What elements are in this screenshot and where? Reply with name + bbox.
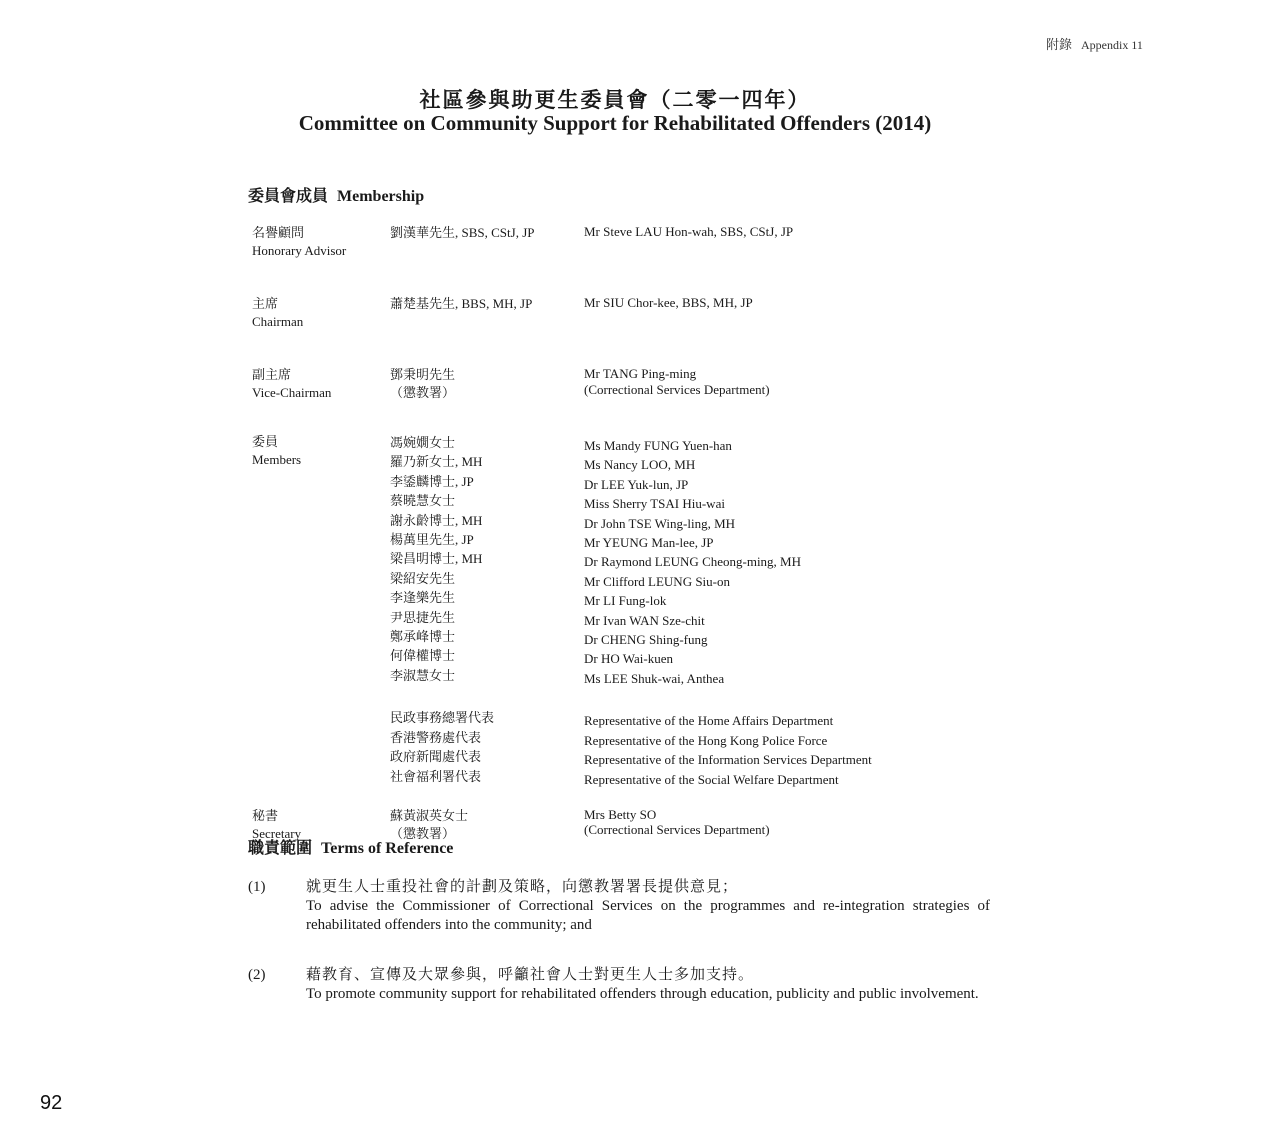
membership-heading bbox=[248, 183, 424, 206]
page-title-en: Committee on Community Support for Rehabilitated Offenders (2014) bbox=[298, 111, 932, 135]
representative-zh: 民政事務總署代表 bbox=[390, 710, 495, 726]
role-en: Honorary Advisor bbox=[252, 243, 347, 258]
page-number: 92 bbox=[40, 1092, 63, 1114]
members-en-list bbox=[584, 433, 1024, 688]
role-zh: 主席 bbox=[252, 296, 279, 311]
name-zh-cell bbox=[390, 224, 584, 260]
member-name-zh: 梁紹安先生 bbox=[390, 570, 456, 586]
member-name-en: Mr Ivan WAN Sze-chit bbox=[584, 612, 705, 628]
member-name-zh: 羅乃新女士, MH bbox=[390, 454, 483, 470]
members-zh-list bbox=[390, 433, 584, 688]
appendix-label bbox=[1046, 34, 1143, 53]
role-cell bbox=[252, 295, 390, 331]
term-item bbox=[248, 878, 990, 934]
honorary-advisor-row bbox=[252, 224, 1052, 260]
term-text-en: To advise the Commissioner of Correctional Services on the programmes and re-integration strategies of rehabilitated offenders into the community; and bbox=[306, 898, 990, 933]
member-name-zh: 馮婉嫺女士 bbox=[390, 435, 456, 450]
term-text-en: To promote community support for rehabilitated offenders through education, publicity and public involvement. bbox=[306, 986, 979, 1002]
name-zh: 劉漢華先生, SBS, CStJ, JP bbox=[390, 225, 535, 240]
member-name-zh: 何偉權博士 bbox=[390, 648, 456, 664]
member-name-en: Dr CHENG Shing-fung bbox=[584, 632, 708, 648]
member-name-zh: 李淑慧女士 bbox=[390, 667, 456, 683]
name-zh: 蘇黃淑英女士 bbox=[390, 807, 469, 823]
role-en: Secretary bbox=[252, 825, 302, 841]
name-en: Mr TANG Ping-ming bbox=[584, 366, 697, 381]
name-en-cell bbox=[584, 807, 1024, 843]
name-en: Mr Steve LAU Hon-wah, SBS, CStJ, JP bbox=[584, 224, 794, 239]
term-number: (1) bbox=[248, 879, 266, 895]
dept-zh: （懲教署） bbox=[390, 385, 456, 400]
member-name-zh: 李鋈麟博士, JP bbox=[390, 473, 474, 489]
member-name-zh: 李逢樂先生 bbox=[390, 590, 456, 606]
role-cell bbox=[252, 433, 390, 688]
dept-zh: （懲教署） bbox=[390, 825, 456, 841]
representative-en: Representative of the Hong Kong Police Force bbox=[584, 732, 828, 748]
member-name-en: Ms Nancy LOO, MH bbox=[584, 457, 696, 473]
terms-heading-zh: 職責範圍 bbox=[248, 840, 313, 857]
name-en: Mrs Betty SO bbox=[584, 806, 657, 822]
member-name-en: Dr LEE Yuk-lun, JP bbox=[584, 476, 689, 492]
dept-en: (Correctional Services Department) bbox=[584, 822, 770, 838]
representative-en: Representative of the Social Welfare Department bbox=[584, 771, 839, 787]
representative-zh: 香港警務處代表 bbox=[390, 729, 482, 745]
name-zh: 蕭楚基先生, BBS, MH, JP bbox=[390, 296, 533, 311]
appendix-label-en: Appendix 11 bbox=[1081, 38, 1143, 52]
representatives-row bbox=[252, 708, 1052, 789]
member-name-en: Dr John TSE Wing-ling, MH bbox=[584, 515, 736, 531]
name-en-cell bbox=[584, 295, 1024, 331]
name-en-cell bbox=[584, 224, 1024, 260]
membership-list bbox=[252, 224, 1052, 843]
appendix-label-zh: 附錄 bbox=[1046, 37, 1073, 52]
representatives-zh-list bbox=[390, 708, 584, 789]
member-name-zh: 鄭承峰博士 bbox=[390, 629, 456, 645]
role-zh: 委員 bbox=[252, 434, 279, 449]
terms-of-reference-list bbox=[248, 878, 990, 1004]
member-name-zh: 梁昌明博士, MH bbox=[390, 551, 483, 567]
member-name-en: Miss Sherry TSAI Hiu-wai bbox=[584, 496, 725, 512]
representative-en: Representative of the Home Affairs Department bbox=[584, 713, 834, 729]
role-zh: 秘書 bbox=[252, 807, 279, 823]
term-body bbox=[306, 878, 990, 934]
terms-heading-en: Terms of Reference bbox=[321, 840, 454, 857]
member-name-zh: 楊萬里先生, JP bbox=[390, 532, 474, 548]
role-cell-empty bbox=[252, 708, 390, 789]
chairman-row bbox=[252, 295, 1052, 331]
representatives-en-list bbox=[584, 708, 1024, 789]
member-name-zh: 謝永齡博士, MH bbox=[390, 512, 483, 528]
membership-heading-en: Membership bbox=[337, 188, 425, 205]
dept-en: (Correctional Services Department) bbox=[584, 381, 770, 397]
role-en: Vice-Chairman bbox=[252, 385, 332, 400]
representative-en: Representative of the Information Services Department bbox=[584, 752, 872, 768]
term-item bbox=[248, 966, 990, 1004]
role-cell bbox=[252, 366, 390, 402]
term-body bbox=[306, 966, 990, 1004]
member-name-en: Dr Raymond LEUNG Cheong-ming, MH bbox=[584, 554, 802, 570]
member-name-zh: 蔡曉慧女士 bbox=[390, 493, 456, 509]
role-en: Members bbox=[252, 452, 302, 467]
name-en: Mr SIU Chor-kee, BBS, MH, JP bbox=[584, 295, 753, 310]
member-name-en: Mr Clifford LEUNG Siu-on bbox=[584, 573, 731, 589]
member-name-en: Mr YEUNG Man-lee, JP bbox=[584, 535, 714, 551]
terms-heading bbox=[248, 835, 453, 858]
members-row bbox=[252, 433, 1052, 688]
representative-zh: 政府新聞處代表 bbox=[390, 749, 482, 765]
page-title-zh: 社區參與助更生委員會（二零一四年） bbox=[419, 88, 811, 112]
term-number: (2) bbox=[248, 967, 266, 983]
term-text-zh: 就更生人士重投社會的計劃及策略，向懲教署署長提供意見； bbox=[306, 879, 739, 895]
name-en-cell bbox=[584, 366, 1024, 402]
vice-chairman-row bbox=[252, 366, 1052, 402]
role-cell bbox=[252, 224, 390, 260]
name-zh: 鄧秉明先生 bbox=[390, 367, 456, 382]
role-en: Chairman bbox=[252, 314, 304, 329]
member-name-en: Dr HO Wai-kuen bbox=[584, 651, 673, 667]
role-zh: 副主席 bbox=[252, 367, 292, 382]
name-zh-cell bbox=[390, 366, 584, 402]
membership-heading-zh: 委員會成員 bbox=[248, 188, 329, 205]
member-name-en: Ms Mandy FUNG Yuen-han bbox=[584, 438, 732, 453]
representative-zh: 社會福利署代表 bbox=[390, 768, 482, 784]
member-name-zh: 尹思捷先生 bbox=[390, 609, 456, 625]
member-name-en: Ms LEE Shuk-wai, Anthea bbox=[584, 670, 725, 686]
term-text-zh: 藉教育、宣傳及大眾參與，呼籲社會人士對更生人士多加支持。 bbox=[306, 967, 755, 983]
role-zh: 名譽顧問 bbox=[252, 225, 305, 240]
name-zh-cell bbox=[390, 295, 584, 331]
member-name-en: Mr LI Fung-lok bbox=[584, 593, 667, 609]
